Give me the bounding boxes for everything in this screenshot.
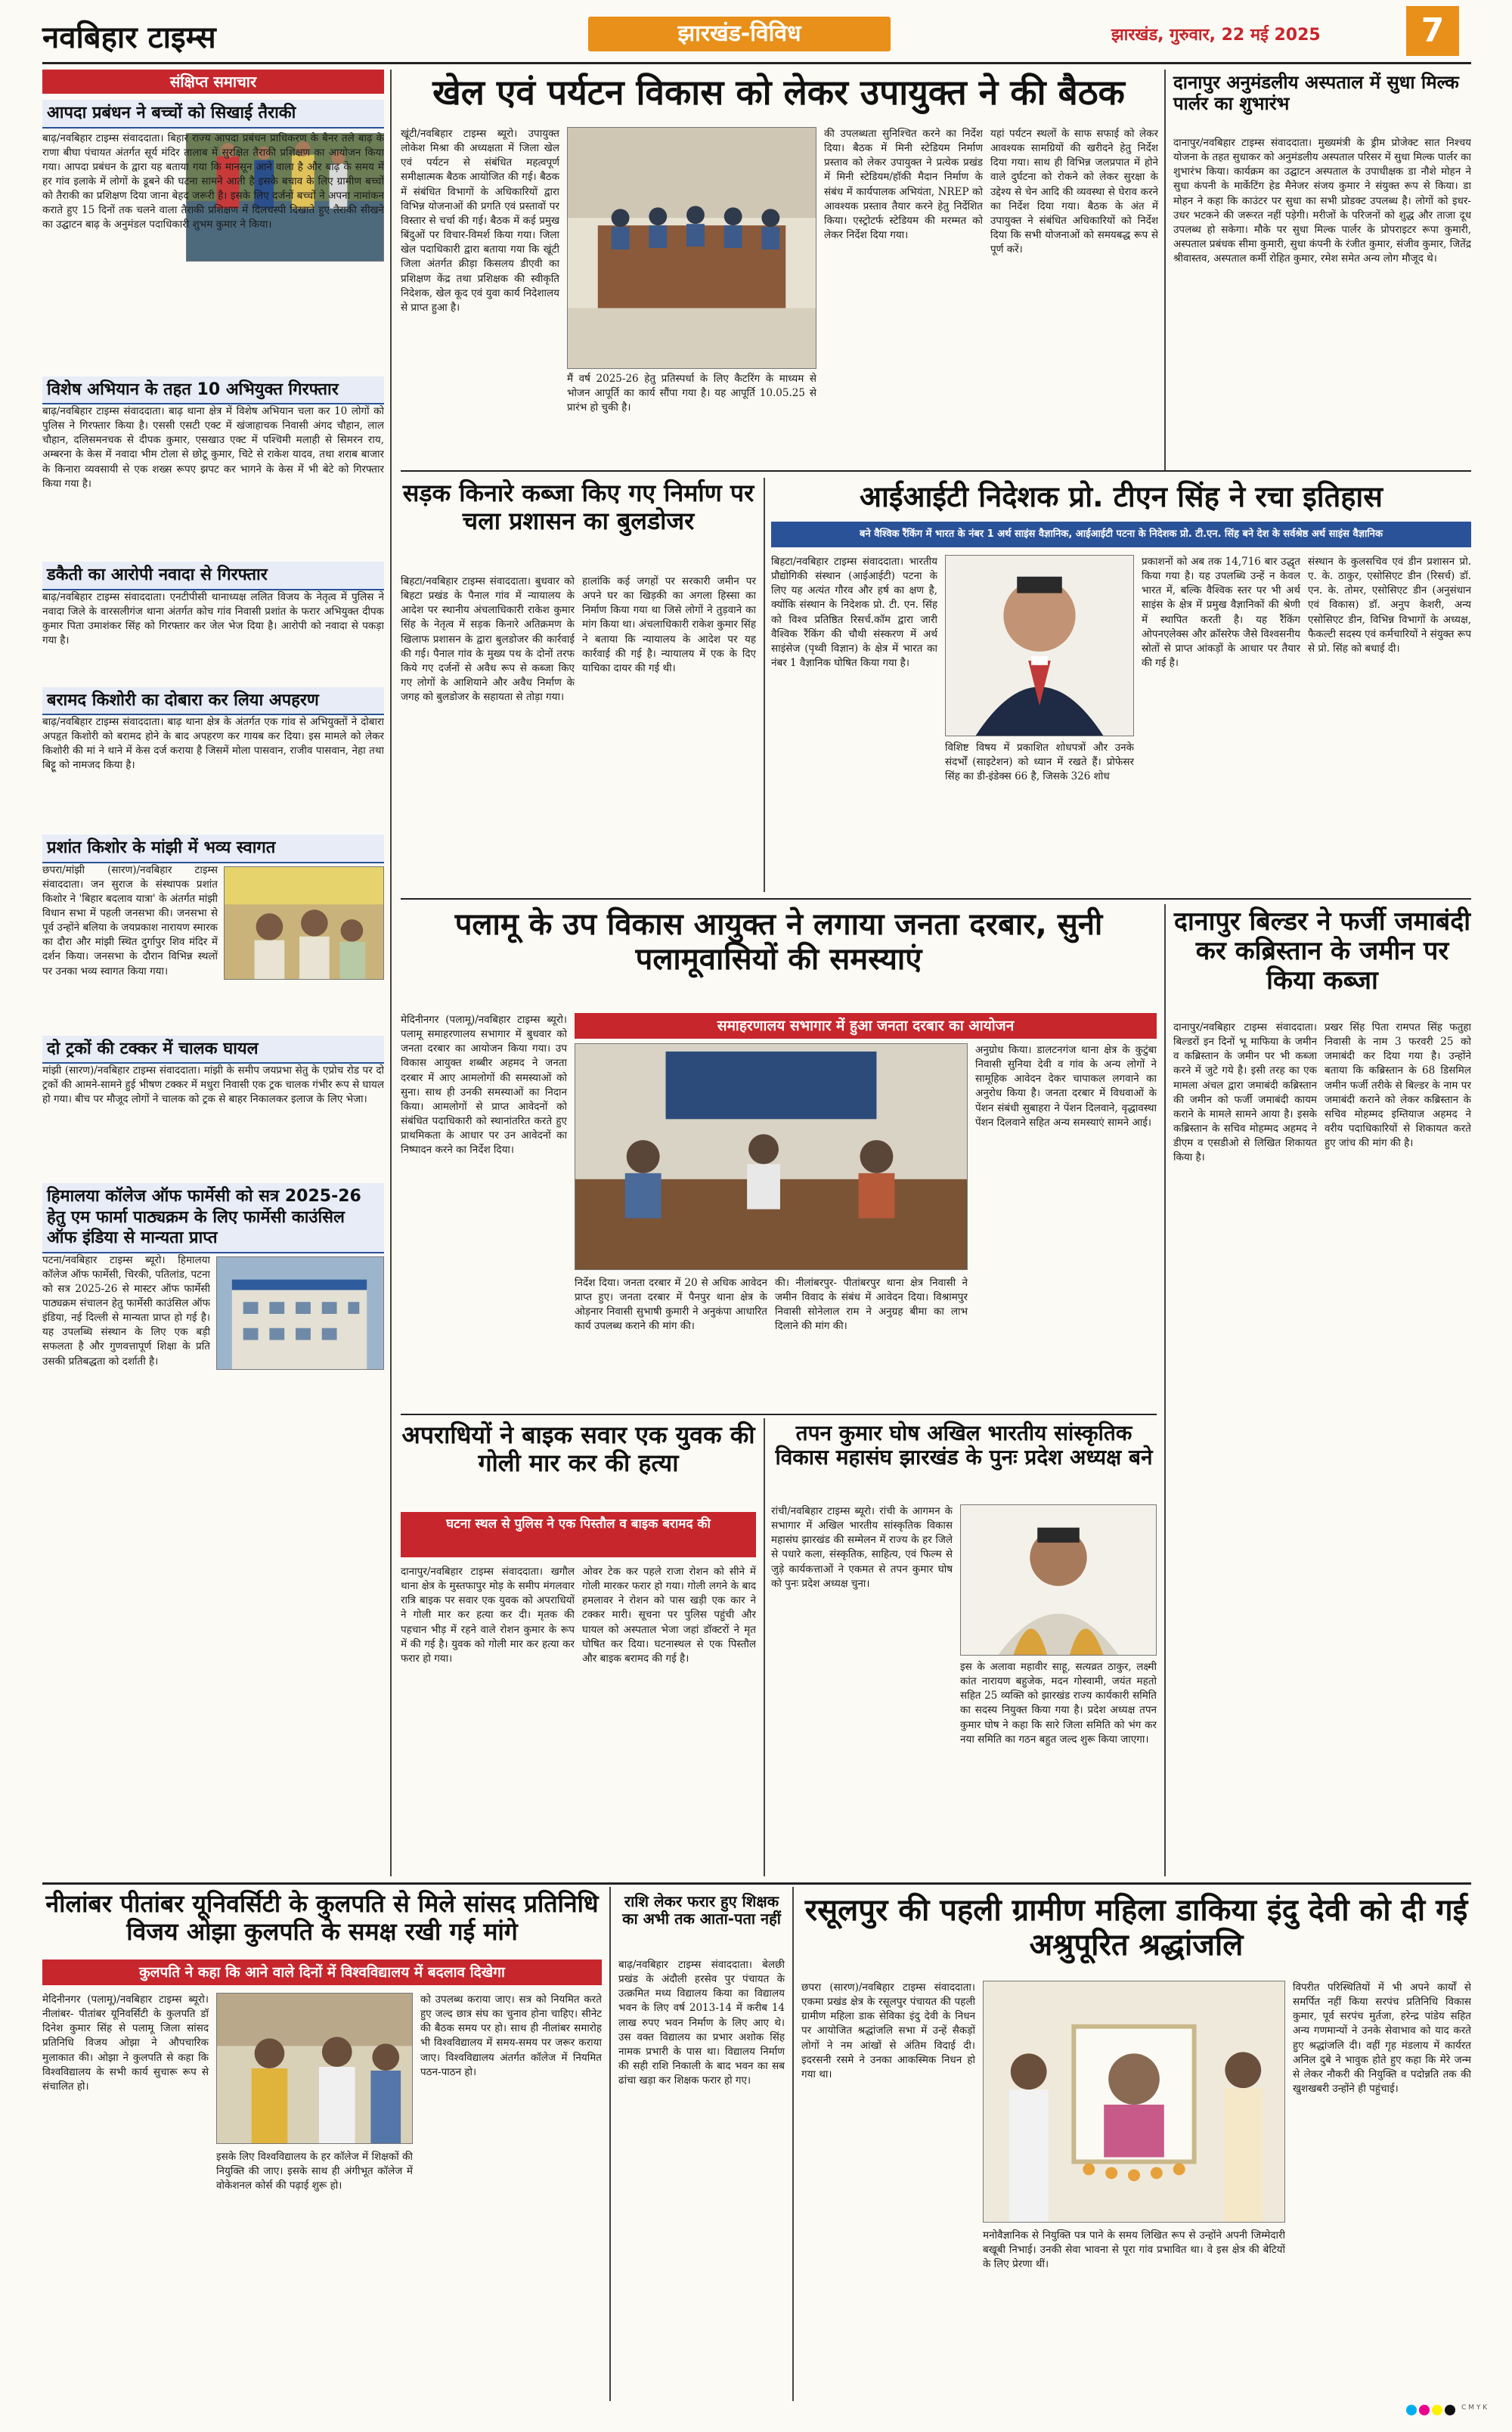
sidebar-item-body: पटना/नवबिहार टाइम्स ब्यूरो। हिमालया कॉलेज ऑफ फार्मेसी, चिरकी, पतिलांड, पटना को सत्र 2025-26 से मास्टर ऑफ फार्मेसी पाठ्यक्रम संचालन हेतु फार्मेसी काउंसिल ऑफ इंडिया, नई दिल्ली से मान्यता प्राप्त हो गई है। यह उपलब्धि संस्थान के लिए एक बड़ी सफलता है और गुणवत्तापूर्ण शिक्षा के प्रति उसकी प्रतिबद्धता को दर्शाती है। — [42, 1253, 210, 1368]
postman-col2: मनोवैज्ञानिक से नियुक्ति पत्र पाने के समय लिखित रूप से उन्होंने अपनी जिम्मेदारी बखूबी निभाई। उनकी सेवा भावना से पूरा गांव प्रभावित था। वे इस क्षेत्र की बेटियों के लिए प्रेरणा थीं। — [983, 2229, 1285, 2271]
fake-headline: दानापुर बिल्डर ने फर्जी जमाबंदी कर कब्रिस्तान के जमीन पर किया कब्जा — [1173, 906, 1471, 996]
bulldozer-col2: हालांकि कई जगहों पर सरकारी जमीन पर अपने घर का खिड़की का अगला हिस्सा का निर्माण किया गया था जिसे लोगों ने तुड़वाने का मांग किया था। अंचलाधिकारी राकेश कुमार सिंह ने बताया कि न्यायालय के आदेश पर यह कार्रवाई की गई है। न्यायालय में एक के दिए याचिका दायर की गई थी। — [582, 575, 756, 674]
tapan-col2: इस के अलावा महावीर साहू, सत्यव्रत ठाकुर, लक्ष्मी कांत नारायण बहुजेक, मदन गोस्वामी, जयंत महतो सहित 25 व्यक्ति को झारखंड राज्य कार्यकारी समिति का सदस्य नियुक्त किया गया है। प्रदेश अध्यक्ष तपन कुमार घोष ने कहा कि सारे जिला समिति को भंग कर नया समिति का गठन बहुत जल्द शुरू किया जाएगा। — [960, 1661, 1157, 1746]
sidebar-item — [42, 835, 384, 1030]
janata-subhead: समाहरणालय सभागार में हुआ जनता दरबार का आयोजन — [575, 1013, 1157, 1039]
university-photo — [216, 1993, 413, 2144]
postman-photo — [983, 1981, 1285, 2223]
bulldozer-col1: बिहटा/नवबिहार टाइम्स संवाददाता। बुधवार को बिहटा प्रखंड के पैनाल गांव में न्यायालय के आदेश पर स्थानीय अंचलाधिकारी राकेश कुमार सिंह के नेतृत्व में सड़क किनारे अतिक्रमण के खिलाफ प्रशासन के द्वारा बुलडोजर की कार्रवाई की गई। पैनाल गांव के मुख्य पथ के दोनों तरफ किये गए दर्जनों से अवैध रूप से कब्जा किए गए लोगों के आशियाने और अवैध निर्माण के जगह को बुलडोजर के सहायता से तोड़ा गया। — [401, 575, 575, 704]
university-col1: मेदिनीनगर (पलामू)/नवबिहार टाइम्स ब्यूरो। नीलांबर- पीतांबर यूनिवर्सिटी के कुलपति डॉ दिनेश कुमार सिंह से पलामू जिला सांसद प्रतिनिधि विजय ओझा ने औपचारिक मुलाकात की। ओझा ने कुलपति से कहा कि विश्वविद्यालय के सभी कार्य सुचारू रूप से संचालित हो। — [42, 1994, 209, 2093]
paper-name: नवबिहार टाइम्स — [42, 20, 216, 55]
iit-col1: बिहटा/नवबिहार टाइम्स संवाददाता। भारतीय प्रौद्योगिकी संस्थान (आईआईटी) पटना के लिए यह अत्यंत गौरव और हर्ष का क्षण है, क्योंकि संस्थान के निदेशक प्रो. टी. एन. सिंह को विश्व प्रतिष्ठित रिसर्च.कॉम द्वारा जारी वैश्विक रैंकिंग की चौथी संस्करण में अर्थ साइंसेज (पृथ्वी विज्ञान) के क्षेत्र में भारत का नंबर 1 वैज्ञानिक घोषित किया गया है। — [771, 556, 937, 670]
divider — [764, 478, 765, 892]
top-story-col2: की उपलब्धता सुनिश्चित करने का निर्देश दिया। बैठक में मिनी स्टेडियम निर्माण प्रस्ताव को लेकर उपायुक्त ने प्रत्येक प्रखंड में मिनी स्टेडियम/हॉकी मैदान निर्माण के संबंध में कार्यपालक अभियंता, NREP को आवश्यक प्रस्ताव तैयार करने हेतु निर्देशित किया। एस्ट्रोटर्फ स्टेडियम की मरम्मत को लेकर निर्देश दिया गया। — [824, 128, 983, 242]
janata-col2: की। नीलांबरपुर- पीतांबरपुर थाना क्षेत्र निवासी ने जमीन विवाद के संबंध में आवेदन दिया। विश्रामपुर निवासी सोनेलाल राम ने अनुग्रह बीमा का लाभ दिलाने की मांग की। — [775, 1277, 968, 1333]
top-story-col1: खूंटी/नवबिहार टाइम्स ब्यूरो। उपायुक्त लोकेश मिश्रा की अध्यक्षता में जिला खेल एवं पर्यटन से संबंधित महत्वपूर्ण समीक्षात्मक बैठक आयोजित की गई। बैठक में संबंधित विभागों के अधिकारियों द्वारा विभिन्न योजनाओं की प्रगति एवं प्रस्तावों पर विस्तार से चर्चा की गई। बैठक में कई प्रमुख बिंदुओं पर विचार-विमर्श किया गया। जिला खेल पदाधिकारी द्वारा बताया गया कि खूंटी जिला अंतर्गत क्रीड़ा किसलय डीएवी का प्रशिक्षण केंद्र तथा प्रशिक्षक की स्वीकृति निदेशक, खेल कूद एवं युवा कार्य निदेशालय से प्राप्त हुआ है। — [401, 128, 559, 314]
tapan-col1: रांची/नवबिहार टाइम्स ब्यूरो। रांची के आगमन के सभागार में अखिल भारतीय सांस्कृतिक विकास महासंघ झारखंड की सम्मेलन में राज्य के हर जिले से पधारे कला, संस्कृतिक, साहित्य, एवं फिल्म से जुड़े कार्यकत्ताओं ने एकमत से तपन कुमार घोष को पुनः प्रदेश अध्यक्ष चुना। — [771, 1505, 953, 1590]
university-col2: को उपलब्ध कराया जाए। सत्र को नियमित करते हुए जल्द छात्र संघ का चुनाव होना चाहिए। सीनेट की बैठक समय पर हो। साथ ही नीलांबर समारोह भी विश्वविद्यालय में समय-समय पर जरूर कराया जाए। विश्वविद्यालय अंतर्गत कॉलेज में नियमित पठन-पाठन हो। — [420, 1994, 602, 2078]
sidebar-item-body: बाढ़/नवबिहार टाइम्स संवाददाता। बाढ़ थाना क्षेत्र में विशेष अभियान चला कर 10 लोगों को पुलिस ने गिरफ्तार किया है। एससी एसटी एक्ट में खंजाहाचक निवासी अंगद चौहान, लाल चौहान, दलिसमनचक से दीपक कुमार, एसखाउ एक्ट में पश्चिमी मलाही से सिमरन राय, अम्बरना के केस में नवादा भीम टोला से छोटू कुमार, चिटे से राकेश यादव, तथा शराब बाजार के किनारा व्यवसायी से एक शख्स रूपए झपट कर भागने के केस में भी बेटे को गिरफ्तार किया गया है। — [42, 405, 384, 490]
tapan-headline: तपन कुमार घोष अखिल भारतीय सांस्कृतिक विकास महासंघ झारखंड के पुनः प्रदेश अध्यक्ष बने — [775, 1420, 1153, 1470]
sidebar-item-title: आपदा प्रबंधन ने बच्चों को सिखाई तैराकी — [42, 100, 384, 129]
top-story-col3: यहां पर्यटन स्थलों के साफ सफाई को लेकर आवश्यक सामग्रियों की खरीदने हेतु निर्देश दिया गया। साथ ही विभिन्न जलप्रपात में होने वाले दुर्घटना को रोकने को लेकर सुरक्षा के उद्देश्य से चेन आदि की व्यवस्था से घेराव करने का निर्देश दिया गया। बैठक के अंत में उपायुक्त ने संबंधित अधिकारियों को निर्देश दिया कि सभी योजनाओं को समयबद्ध रूप से पूर्ण करें। — [990, 128, 1158, 256]
iit-col2: प्रकाशनों को अब तक 14,716 बार उद्धृत किया गया है। यह उपलब्धि उन्हें न केवल भारत में, बल्कि वैश्विक स्तर पर भी अर्थ साइंस के क्षेत्र में प्रमुख वैज्ञानिकों की श्रेणी में स्थापित करती है। यह रैंकिंग ओपनएलेक्स और क्रॉसरेफ जैसे विश्वसनीय स्रोतों से प्राप्त आंकड़ों के आधार पर तैयार की गई है। — [1142, 556, 1300, 670]
yellow-mark — [1432, 2405, 1442, 2415]
section-title: झारखंड-विविध — [588, 17, 891, 51]
print-marks-label: C M Y K — [1461, 2404, 1488, 2412]
teacher-body: बाढ़/नवबिहार टाइम्स संवाददाता। बेलछी प्रखंड के अंदौली हरसेव पुर पंचायत के उत्क्रमित मध्य विद्यालय किया का विद्यालय भवन के लिए वर्ष 2013-14 में करीब 14 लाख रुपए भवन निर्माण के लिए आए थे। उस वक्त विद्यालय का प्रभार अशोक सिंह नामक प्रभारी के पास था। विद्यालय निर्माण की सही राशि निकाली के बाद भवन का सब ढांचा खड़ा कर शिक्षक फरार हो गए। — [618, 1959, 785, 2087]
page-number: 7 — [1406, 6, 1459, 56]
sidebar-item-body: छपरा/मांझी (सारण)/नवबिहार टाइम्स संवाददाता। जन सुराज के संस्थापक प्रशांत किशोर ने 'बिहार बदलाव यात्रा' के अंतर्गत मांझी विधान सभा में पहली जनसभा की। जनसभा से पूर्व उन्होंने बलिया के जयप्रकाश नारायण स्मारक का दौरा और मांझी स्थित दुर्गापुर शिव मंदिर में दर्शन किया। जनसभा के दौरान विभिन्न स्थलों पर उनका भव्य स्वागत किया गया। — [42, 863, 218, 977]
janata-caption: निर्देश दिया। जनता दरबार में 20 से अधिक आवेदन प्राप्त हुए। जनता दरबार में पैनपुर थाना क्षेत्र के ओड़नार निवासी सुभाषी कुमारी ने अनुकंपा आधारित कार्य उपलब्ध कराने की मांग की। — [575, 1277, 767, 1333]
sidebar-item — [42, 687, 384, 829]
professor-caption: विशिष्ट विषय में प्रकाशित शोधपत्रों और उनके संदर्भों (साइटेशन) को ध्यान में रखते हैं। प्रोफेसर सिंह का डी-इंडेक्स 66 है, जिसके 326 शोध — [945, 742, 1134, 783]
iit-col3: संस्थान के कुलसचिव एवं डीन प्रशासन प्रो. ए. के. ठाकुर, एसोसिएट डीन (रिसर्च) डॉ. एन. के. तोमर, एसोसिएट डीन (अनुसंधान एवं विकास) डॉ. अनुप केशरी, अन्य एसोसिएट डीन, विभिन्न विभागों के अध्यक्ष, फैकल्टी सदस्य एवं कर्मचारियों ने संयुक्त रूप से प्रो. सिंह को बधाई दी। — [1308, 556, 1471, 655]
sidebar-item-title: बरामद किशोरी का दोबारा कर लिया अपहरण — [42, 687, 384, 716]
teacher-headline: राशि लेकर फरार हुए शिक्षक का अभी तक आता-पता नहीं — [622, 1892, 781, 1928]
college-photo — [216, 1256, 384, 1370]
divider — [1164, 70, 1166, 470]
sidebar — [42, 70, 384, 1876]
fake-col2: प्रखर सिंह पिता रामपत सिंह फतुहा निवासी के नाम 3 फरवरी 25 को जमाबंदी कर दिया गया है। उन्होंने बताया कि कब्रिस्तान के 68 डिसमिल जमीन फर्जी तरीके से बिल्डर के नाम पर जमाबंदी कराने को लेकर कब्रिस्तान के सचिव मोहम्मद इम्तियाज अहमद ने वरीय पदाधिकारियों से शिकायत करते हुए जांच की मांग की है। — [1325, 1021, 1471, 1150]
murder-col2: ओवर टेक कर पहले राजा रोशन को सीने में गोली मारकर फरार हो गया। गोली लगने के बाद हमलावर ने रोशन को पास खड़ी एक कार ने टक्कर मारी। सूचना पर पुलिस पहुंची और घायल को अस्पताल भेजा जहां डॉक्टरों ने मृत घोषित कर दिया। घटनास्थल से एक पिस्तौल और बाइक बरामद की गई है। — [582, 1566, 756, 1665]
sudha-headline: दानापुर अनुमंडलीय अस्पताल में सुधा मिल्क पार्लर का शुभारंभ — [1173, 72, 1459, 114]
sudha-body: दानापुर/नवबिहार टाइम्स संवाददाता। मुख्यमंत्री के ड्रीम प्रोजेक्ट सात निश्चय योजना के तहत सुधाकर को अनुमंडलीय अस्पताल परिसर में सुधा मिल्क पार्लर का शुभारंभ किया। कार्यक्रम का उद्घाटन अस्पताल के उपाधीक्षक डा नौशे मोहन ने सुधा कंपनी के मार्केटिंग हेड मैनेजर संजय कुमार ने संयुक्त रूप से किया। डा मोहन ने कहा कि काउंटर पर सुधा का सभी प्रोडक्ट उपलब्ध है। लोगों को इधर-उधर भटकने की जरूरत नहीं पड़ेगी। मरीजों के परिजनों को शुद्ध और ताजा दूध उपलब्ध हो सकेगा। मौके पर सुधा मिल्क पार्लर के प्रोपराइटर रूपा कुमारी, अस्पताल प्रबंधक सीमा कुमारी, सुधा कंपनी के रंजीत कुमार, संजीव कुमार, जितेंद्र श्रीवास्तव, अस्पताल कर्मी रोहित कुमार, रमेश समेत अन्य लोग मौजूद थे। — [1173, 137, 1471, 265]
postman-col1: छपरा (सारण)/नवबिहार टाइम्स संवाददाता। एकमा प्रखंड क्षेत्र के रसूलपुर पंचायत की पहली ग्रामीण महिला डाक सेविका इंदु देवी के निधन पर आयोजित श्रद्धांजलि सभा में उन्हें सैकड़ों लोगों ने नम आंखों से अंतिम विदाई दी। इदरसनी रसमे ने उनका आकस्मिक निधन हो गया था। — [801, 1981, 975, 2080]
sidebar-item-title: दो ट्रकों की टक्कर में चालक घायल — [42, 1036, 384, 1064]
jansuraj-photo — [224, 866, 384, 980]
sidebar-item-title: हिमालया कॉलेज ऑफ फार्मेसी को सत्र 2025-26 हेतु एम फार्मा पाठ्यक्रम के लिए फार्मेसी काउंसिल ऑफ इंडिया से मान्यता प्राप्त — [42, 1183, 384, 1253]
university-headline: नीलांबर पीतांबर यूनिवर्सिटी के कुलपति से मिले सांसद प्रतिनिधि विजय ओझा कुलपति के समक्ष रखी गई मांगे — [45, 1889, 599, 1946]
sidebar-item — [42, 562, 384, 681]
university-col3: इसके लिए विश्वविद्यालय के हर कॉलेज में शिक्षकों की नियुक्ति की जाए। इसके साथ ही अंगीभूत कॉलेज में वोकेशनल कोर्स की पढ़ाई शुरू हो। — [216, 2151, 413, 2192]
divider — [792, 1887, 794, 2401]
postman-headline: रसूलपुर की पहली ग्रामीण महिला डाकिया इंदु देवी को दी गई अश्रुपूरित श्रद्धांजलि — [804, 1893, 1468, 1963]
divider — [401, 898, 1471, 900]
murder-headline: अपराधियों ने बाइक सवार एक युवक की गोली मार कर की हत्या — [401, 1420, 755, 1477]
divider — [401, 470, 1471, 472]
murder-subhead: घटना स्थल से पुलिस ने एक पिस्तौल व बाइक बरामद की — [401, 1512, 756, 1557]
murder-col1: दानापुर/नवबिहार टाइम्स संवाददाता। खगौल थाना क्षेत्र के मुस्तफापुर मोड़ के समीप मंगलवार रात्रि बाइक पर सवार एक युवक को अपराधियों ने गोली मार कर हत्या कर दी। मृतक की पहचान भीड़ में रहने वाले रोशन कुमार के रूप में की गई है। युवक को गोली मार कर हत्या कर फरार हो गया। — [401, 1566, 575, 1665]
iit-subhead: बने वैश्विक रैंकिंग में भारत के नंबर 1 अर्थ साइंस वैज्ञानिक, आईआईटी पटना के निदेशक प्रो. टी.एन. सिंह बने देश के सर्वश्रेष्ठ अर्थ साइंस वैज्ञानिक — [771, 522, 1471, 547]
sidebar-item-title: प्रशांत किशोर के मांझी में भव्य स्वागत — [42, 835, 384, 863]
postman-col3: विपरीत परिस्थितियों में भी अपने कार्यों से समर्पित नहीं किया सरपंच प्रतिनिधि विकास कुमार, पूर्व सरपंच मुर्तजा, हरेन्द्र पांडेय सहित अन्य गणमान्यों ने उनके सेवाभाव को याद करते हुए श्रद्धांजलि दी। वहीं गृह मंडलाय में कार्यरत अनिल दुबे ने भावुक होते हुए कहा कि मेरे जन्म से लेकर नौकरी की नियुक्ति व पदोन्नति तक की खुशखबरी उन्होंने ही पहुंचाई। — [1293, 1981, 1471, 2096]
university-subhead: कुलपति ने कहा कि आने वाले दिनों में विश्वविद्यालय में बदलाव दिखेगा — [42, 1960, 602, 1985]
masthead-rule — [42, 62, 1471, 64]
sidebar-item — [42, 100, 384, 370]
sidebar-item-body: बाढ़/नवबिहार टाइम्स संवाददाता। बाढ़ थाना क्षेत्र के अंतर्गत एक गांव से अभियुक्तों ने दोबारा अपहृत किशोरी को बरामद होने के बाद अपहरण कर गायब कर दिया। इस मामले को लेकर किशोरी की मां ने थाने में केस दर्ज कराया है जिसमें मोला पासवान, राजीव पासवान, नेहा तथा बिट्टू को नामजद किया है। — [42, 716, 384, 772]
divider — [609, 1887, 611, 2401]
masthead — [0, 0, 1512, 64]
divider — [764, 1418, 765, 1876]
top-story-caption: मैं वर्ष 2025-26 हेतु प्रतिस्पर्धा के लिए कैटरिंग के माध्यम से भोजन आपूर्ति का कार्य सौंपा गया है। यह आपूर्ति 10.05.25 से प्रारंभ हो चुकी है। — [567, 373, 816, 414]
tapan-photo — [960, 1504, 1157, 1656]
janata-photo — [575, 1043, 968, 1270]
sidebar-item-title: विशेष अभियान के तहत 10 अभियुक्त गिरफ्तार — [42, 376, 384, 405]
cyan-mark — [1406, 2405, 1417, 2415]
bulldozer-headline: सड़क किनारे कब्जा किए गए निर्माण पर चला प्रशासन का बुलडोजर — [402, 479, 754, 535]
iit-headline: आईआईटी निदेशक प्रो. टीएन सिंह ने रचा इतिहास — [860, 480, 1383, 513]
sidebar-divider — [390, 70, 392, 1876]
sidebar-item-body: मांझी (सारण)/नवबिहार टाइम्स संवाददाता। मांझी के समीप जयप्रभा सेतु के एप्रोच रोड पर दो ट्रकों की आमने-सामने हुई भीषण टक्कर में मधुरा निवासी एक ट्रक चालक गंभीर रूप से घायल हो गया। बीच पर मौजूद लोगों ने चालक को ट्रक से बाहर निकालकर इलाज के लिए भेजा। — [42, 1064, 384, 1106]
black-mark — [1445, 2405, 1455, 2415]
magenta-mark — [1419, 2405, 1430, 2415]
sidebar-item-body: बाढ़/नवबिहार टाइम्स संवाददाता। एनटीपीसी थानाध्यक्ष ललित विजय के नेतृत्व में पुलिस ने नवादा जिले के वारसलीगंज थाना अंतर्गत कोच गांव निवासी प्रशांत के फरार अभियुक्त दीपक कुमार पिता उमाशंकर सिंह को गिरफ्तार कर जेल भेज दिया है। आरोपी को नवादा से पकड़ा गया है। — [42, 590, 384, 646]
sidebar-item — [42, 1183, 384, 1556]
sidebar-item — [42, 1036, 384, 1178]
sidebar-item-body: बाढ़/नवबिहार टाइम्स संवाददाता। बिहार राज्य आपदा प्रबंधन प्राधिकरण के बैनर तले बाढ़ के राणा बीघा पंचायत अंतर्गत सूर्य मंदिर तालाब में सुरक्षित तैराकी प्रशिक्षण का आयोजन किया गया। आपदा प्रबंधन के द्वारा यह बताया गया कि मानसून आने वाला है और बाढ़ के समय में हर गांव इलाके में लोगों के डूबने की घटना सामने आती है इसके बचाव के लिए ग्रामीण बच्चों को तैराकी का प्रशिक्षण दिया जाना बेहद जरूरी है। इसके लिए दर्जनों बच्चों ने अपना नामांकन कराते हुए 15 दिनों तक चलने वाला तैराकी प्रशिक्षण में दिलचस्पी दिखाते हुए तैराकी सीखने का उद्घाटन बाढ़ के अनुमंडल पदाधिकारी शुभम कुमार ने किया। — [42, 132, 384, 231]
sidebar-item — [42, 376, 384, 556]
divider — [401, 1414, 1157, 1415]
sidebar-header: संक्षिप्त समाचार — [42, 70, 384, 94]
divider — [42, 1882, 1471, 1885]
janata-col1: मेदिनीनगर (पलामू)/नवबिहार टाइम्स ब्यूरो। पलामू समाहरणालय सभागार में बुधवार को जनता दरबार का आयोजन किया गया। उप विकास आयुक्त शब्बीर अहमद ने जनता दरबार में आए आमलोगों की समस्याओं को सुना। साथ ही उनकी समस्याओं का निदान किया। आमलोगों से प्राप्त आवेदनों को संबंधित पदाधिकारी को स्थानांतरित करते हुए प्राथमिकता के आधार पर उन आवेदनों का निष्पादन करने का निर्देश दिया। — [401, 1014, 567, 1157]
fake-col1: दानापुर/नवबिहार टाइम्स संवाददाता। बिल्डरों इन दिनों भू माफिया के जमीन व कब्रिस्तान के जमीन पर भी कब्जा करने में जुटे गये है। इसी तरह का एक मामला अंचल द्वारा जमाबंदी कब्रिस्तान की जमीन को फर्जी जमाबंदी कायम कराने के मामले सामने आया है। इसके कब्रिस्तान के सचिव मोहम्मद अहमद ने डीएम व एसडीओ से लिखित शिकायत किया है। — [1173, 1021, 1317, 1164]
janata-headline: पलामू के उप विकास आयुक्त ने लगाया जनता दरबार, सुनी पलामूवासियों की समस्याएं — [454, 907, 1103, 977]
print-marks — [1406, 2404, 1487, 2418]
divider — [1164, 904, 1166, 1876]
sidebar-item-title: डकैती का आरोपी नवादा से गिरफ्तार — [42, 562, 384, 590]
professor-photo — [945, 555, 1134, 736]
edition-date: झारखंड, गुरुवार, 22 मई 2025 — [1111, 26, 1321, 45]
janata-col3: अनुग्रोध किया। डालटनगंज थाना क्षेत्र के कुटुंबा निवासी सुनिया देवी व गांव के अन्य लोगों ने सामूहिक आवेदन देकर चापाकल लगवाने का अनुरोध किया है। जनता दरबार में विधवाओं के पेंशन संबंधी सुबाहरा ने पेंशन दिलवाने, वृद्धावस्था पेंशन दिलवाने सहित अन्य समस्याएं सामने आई। — [975, 1044, 1157, 1129]
meeting-photo — [567, 127, 816, 369]
top-story-headline: खेल एवं पर्यटन विकास को लेकर उपायुक्त ने की बैठक — [432, 72, 1125, 113]
